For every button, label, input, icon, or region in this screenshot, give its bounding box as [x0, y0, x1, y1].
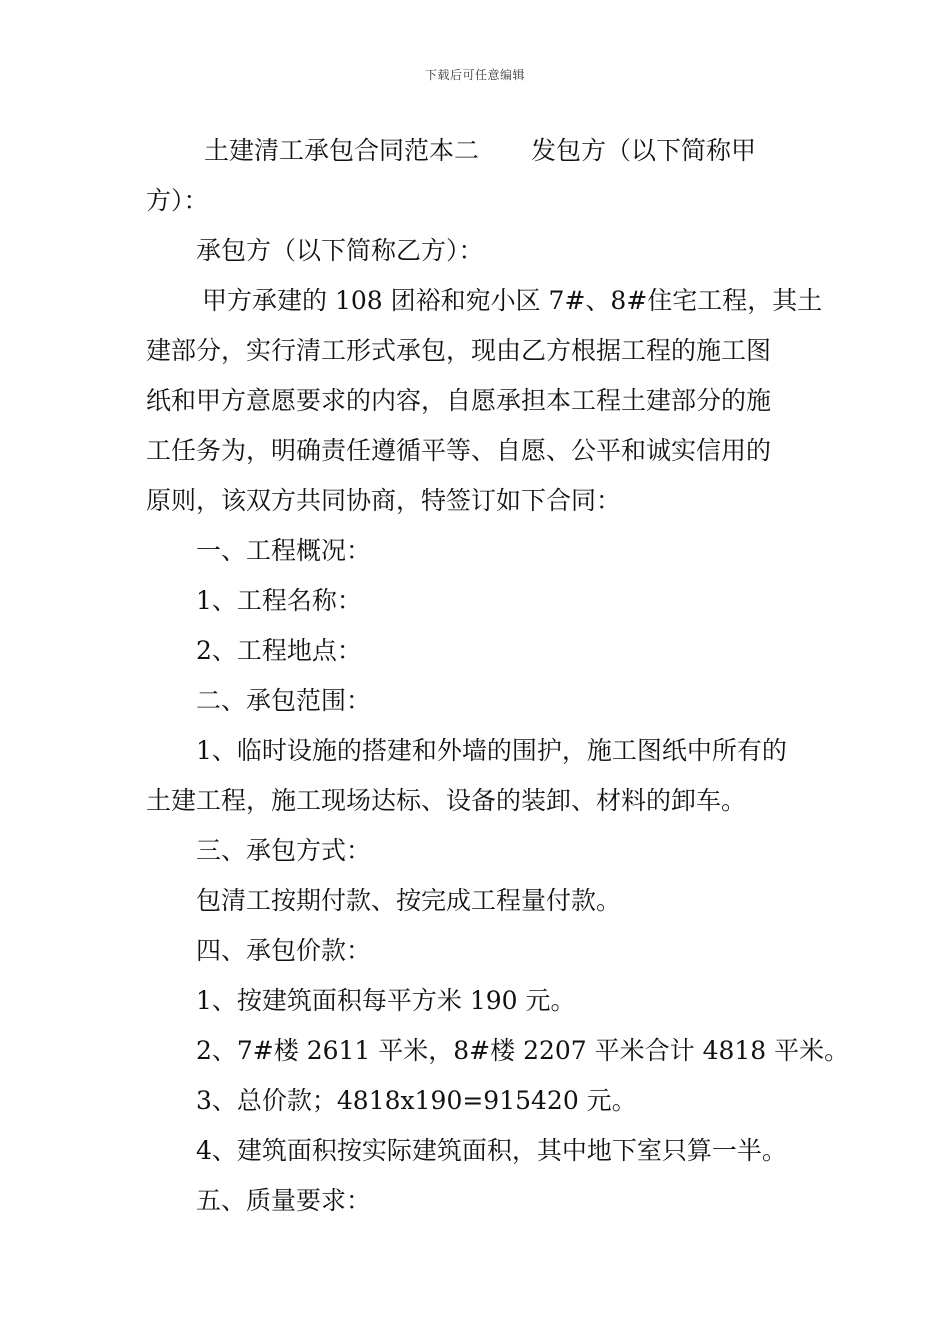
section-heading-quality: 五、质量要求： — [196, 1186, 372, 1215]
paragraph-line: 建部分，实行清工形式承包，现由乙方根据工程的施工图 — [146, 336, 772, 365]
paragraph-line: 原则，该双方共同协商，特签订如下合同： — [146, 486, 622, 515]
list-item: 4、建筑面积按实际建筑面积，其中地下室只算一半。 — [196, 1136, 787, 1165]
header-note: 下载后可任意编辑 — [424, 68, 525, 82]
list-item: 3、总价款；4818x190=915420 元。 — [196, 1086, 637, 1115]
employer-label: 发包方（以下简称甲 — [531, 136, 757, 165]
section-heading-scope: 二、承包范围： — [196, 686, 372, 715]
paragraph-line: 纸和甲方意愿要求的内容，自愿承担本工程土建部分的施 — [146, 386, 772, 415]
list-item-continuation: 土建工程，施工现场达标、设备的装卸、材料的卸车。 — [146, 786, 747, 815]
list-item: 2、7#楼 2611 平米，8#楼 2207 平米合计 4818 平米。 — [196, 1036, 850, 1065]
list-item: 1、按建筑面积每平方米 190 元。 — [196, 986, 576, 1015]
title-continuation: 方）： — [146, 186, 209, 215]
contract-body — [146, 126, 850, 1226]
paragraph-line: 甲方承建的 108 团裕和宛小区 7#、8#住宅工程，其土 — [202, 286, 823, 315]
section-heading-price: 四、承包价款： — [196, 936, 372, 965]
title-line — [146, 126, 806, 176]
paragraph-line: 工任务为，明确责任遵循平等、自愿、公平和诚实信用的 — [146, 436, 772, 465]
contract-title: 土建清工承包合同范本二 — [204, 136, 480, 165]
list-item: 1、工程名称： — [196, 586, 362, 615]
contractor-label: 承包方（以下简称乙方）： — [196, 236, 484, 265]
list-item: 2、工程地点： — [196, 636, 362, 665]
list-item: 包清工按期付款、按完成工程量付款。 — [196, 886, 622, 915]
section-heading-overview: 一、工程概况： — [196, 536, 372, 565]
section-heading-method: 三、承包方式： — [196, 836, 372, 865]
list-item: 1、临时设施的搭建和外墙的围护，施工图纸中所有的 — [196, 736, 787, 765]
